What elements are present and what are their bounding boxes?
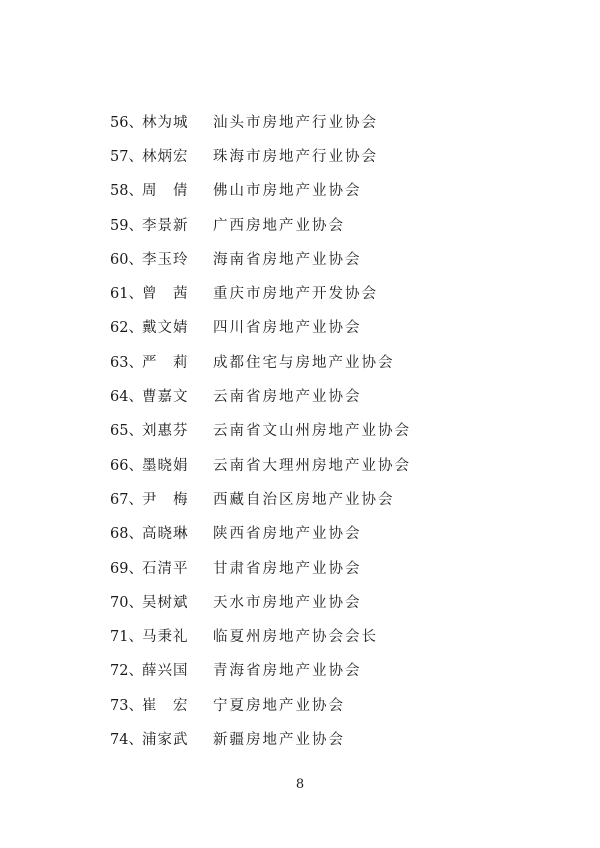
entry-name: 石清平	[142, 560, 189, 577]
list-item	[110, 310, 411, 344]
entry-number: 73、	[110, 697, 143, 714]
entry-name: 严 莉	[142, 354, 189, 371]
entry-organization: 云南省文山州房地产业协会	[213, 423, 411, 440]
entry-organization: 四川省房地产业协会	[213, 320, 362, 337]
entry-number: 61、	[110, 286, 143, 303]
entry-name: 墨晓娟	[142, 457, 189, 474]
entry-name: 刘惠芬	[142, 423, 189, 440]
entry-name: 林炳宏	[142, 148, 189, 165]
entry-number: 66、	[110, 457, 143, 474]
list-item	[110, 584, 411, 618]
entry-name: 曾 茜	[142, 286, 189, 303]
list-item	[110, 104, 411, 138]
entry-name: 浦家武	[142, 731, 189, 748]
entry-organization: 西藏自治区房地产业协会	[213, 491, 395, 508]
entry-name: 吴树斌	[142, 594, 189, 611]
entry-number: 67、	[110, 491, 143, 508]
entry-number: 62、	[110, 320, 143, 337]
list-item	[110, 138, 411, 172]
entry-name: 高晓琳	[142, 526, 189, 543]
entry-organization: 珠海市房地产行业协会	[213, 148, 378, 165]
entry-name: 周 倩	[142, 183, 189, 200]
entry-name: 曹嘉文	[142, 389, 189, 406]
entry-name: 崔 宏	[142, 697, 189, 714]
list-item	[110, 618, 411, 652]
entry-number: 59、	[110, 217, 143, 234]
page-number: 8	[295, 777, 305, 792]
list-item	[110, 516, 411, 550]
entry-number: 70、	[110, 594, 143, 611]
entry-number: 56、	[110, 114, 143, 131]
list-item	[110, 378, 411, 412]
entry-number: 69、	[110, 560, 143, 577]
entry-organization: 广西房地产业协会	[213, 217, 345, 234]
entry-number: 57、	[110, 148, 143, 165]
entry-name: 林为城	[142, 114, 189, 131]
entry-number: 72、	[110, 663, 143, 680]
entry-organization: 成都住宅与房地产业协会	[213, 354, 395, 371]
entry-number: 68、	[110, 526, 143, 543]
list-item	[110, 241, 411, 275]
entry-organization: 汕头市房地产行业协会	[213, 114, 378, 131]
entry-name: 马秉礼	[142, 629, 189, 646]
entry-organization: 重庆市房地产开发协会	[213, 286, 378, 303]
list-item	[110, 687, 411, 721]
entry-number: 64、	[110, 389, 143, 406]
list-item	[110, 207, 411, 241]
entry-organization: 佛山市房地产业协会	[213, 183, 362, 200]
list-item	[110, 653, 411, 687]
entry-organization: 宁夏房地产业协会	[213, 697, 345, 714]
entry-organization: 云南省房地产业协会	[213, 389, 362, 406]
entry-number: 74、	[110, 731, 143, 748]
list-item	[110, 413, 411, 447]
entry-number: 65、	[110, 423, 143, 440]
member-list	[110, 104, 411, 756]
entry-name: 尹 梅	[142, 491, 189, 508]
list-item	[110, 481, 411, 515]
entry-organization: 陕西省房地产业协会	[213, 526, 362, 543]
entry-number: 71、	[110, 629, 143, 646]
entry-organization: 天水市房地产业协会	[213, 594, 362, 611]
list-item	[110, 721, 411, 755]
list-item	[110, 447, 411, 481]
entry-number: 58、	[110, 183, 143, 200]
list-item	[110, 344, 411, 378]
entry-number: 60、	[110, 251, 143, 268]
entry-name: 李玉玲	[142, 251, 189, 268]
entry-organization: 海南省房地产业协会	[213, 251, 362, 268]
entry-name: 戴文婧	[142, 320, 189, 337]
entry-organization: 青海省房地产业协会	[213, 663, 362, 680]
list-item	[110, 275, 411, 309]
entry-name: 李景新	[142, 217, 189, 234]
entry-organization: 甘肃省房地产业协会	[213, 560, 362, 577]
list-item	[110, 173, 411, 207]
list-item	[110, 550, 411, 584]
entry-organization: 新疆房地产业协会	[213, 731, 345, 748]
entry-organization: 云南省大理州房地产业协会	[213, 457, 411, 474]
entry-name: 薛兴国	[142, 663, 189, 680]
entry-organization: 临夏州房地产协会会长	[213, 629, 378, 646]
entry-number: 63、	[110, 354, 143, 371]
